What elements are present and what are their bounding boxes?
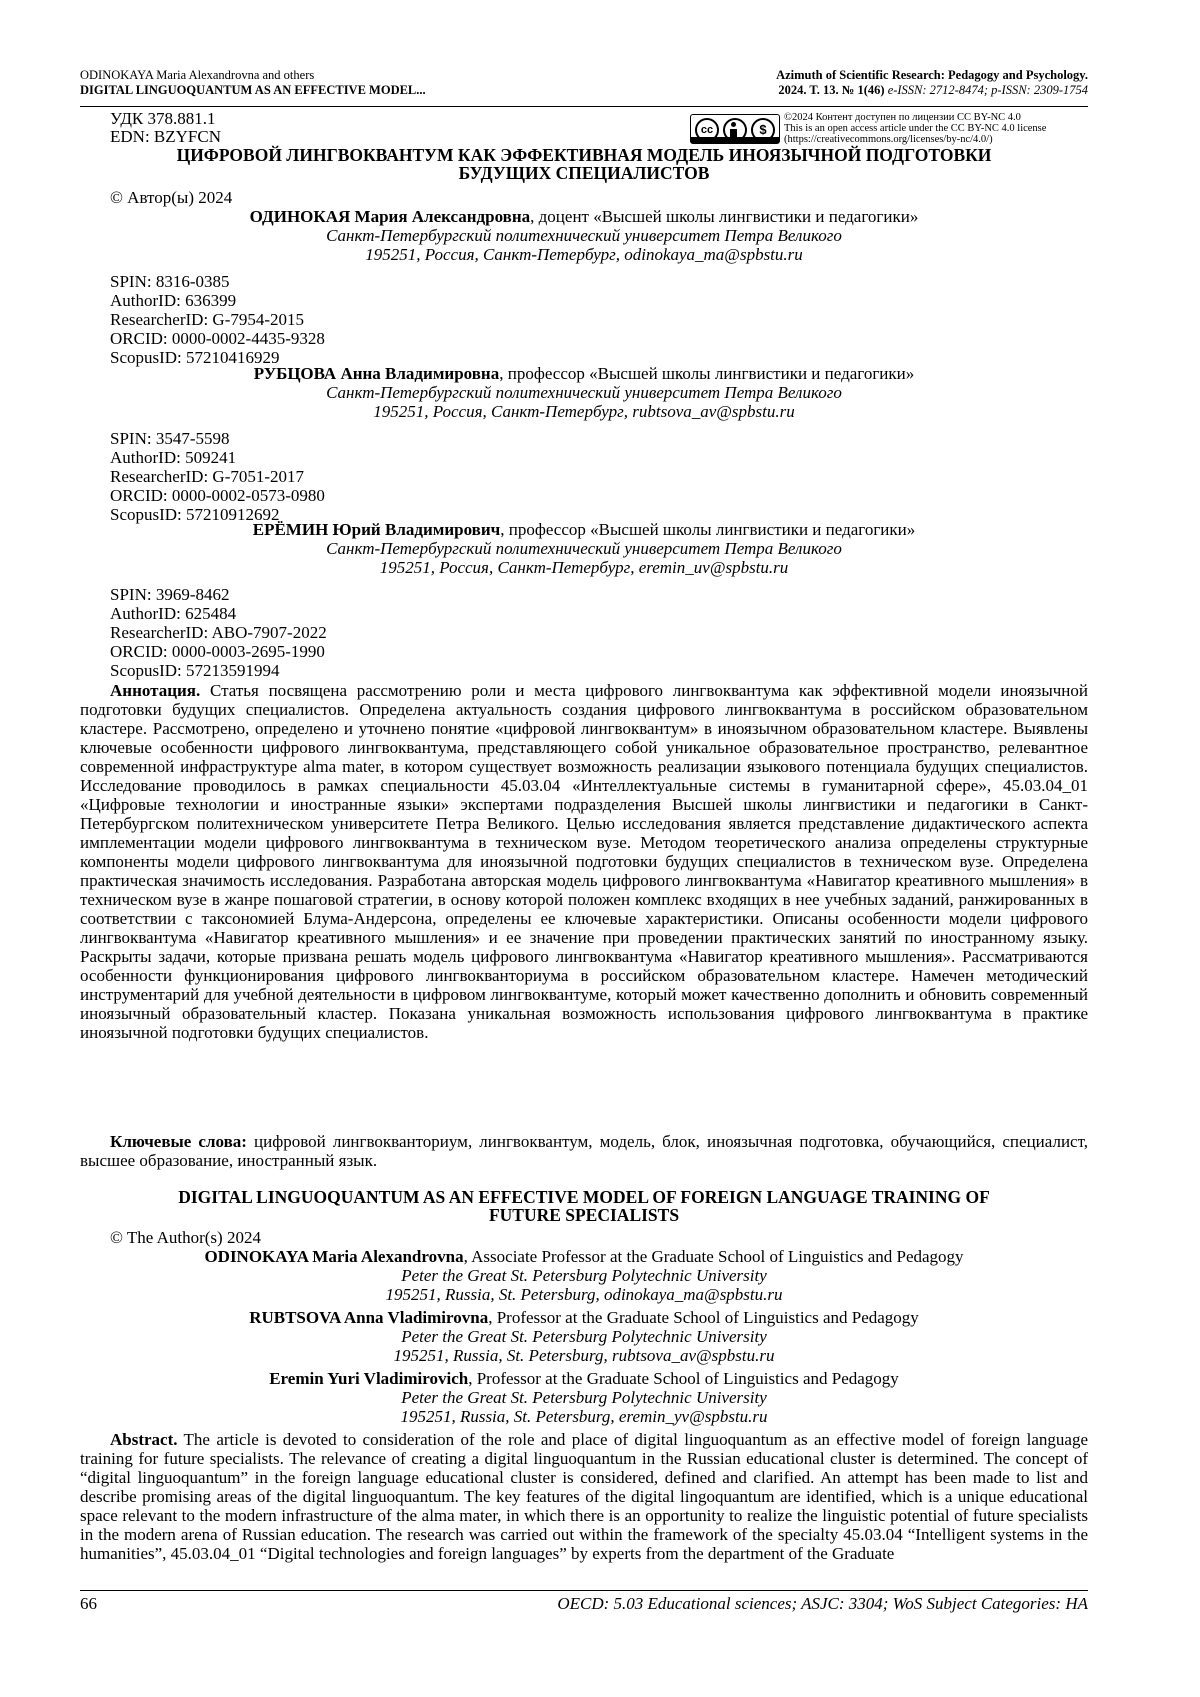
id-spin: SPIN: 3547-5598 bbox=[110, 429, 230, 448]
cc-icon: cc bbox=[695, 118, 719, 142]
title-ru-line2: БУДУЩИХ СПЕЦИАЛИСТОВ bbox=[458, 163, 710, 183]
id-authorid: AuthorID: 636399 bbox=[110, 291, 237, 310]
nc-icon: $ bbox=[751, 118, 775, 142]
author-ru-2-name: РУБЦОВА Анна Владимировна bbox=[253, 364, 500, 383]
id-orcid: ORCID: 0000-0002-0573-0980 bbox=[110, 486, 325, 505]
header-short-title: DIGITAL LINGUOQUANTUM AS AN EFFECTIVE MODEL... bbox=[80, 83, 426, 97]
author-en-1-position: , Associate Professor at the Graduate School of Linguistics and Pedagogy bbox=[463, 1247, 964, 1266]
abstract-en-text: The article is devoted to consideration of the role and place of digital linguoquantum as an effective model of foreign language training for future specialists. The relevance of creating a digital linguoquantum in the Russian educational cluster is determined. The concept of “digital linguoquantum” in the foreign language educational cluster is considered, defined and clarified. An attempt has been made to list and describe promising areas of the digital linguoquantum. The key features of the digital lingoquantum are identified, which is a unique educational space relevant to the modern infrastructure of the alma mater, in which there is an opportunity to realize the linguistic potential of future specialists in the modern arena of Russian education. The research was carried out within the framework of the specialty 45.03.04 “Intelligent systems in the humanities”, 45.03.04_01 “Digital technologies and foreign languages” by experts from the department of the Graduate bbox=[80, 1430, 1088, 1563]
title-ru bbox=[80, 146, 1088, 182]
author-ru-3-name: ЕРЁМИН Юрий Владимирович bbox=[252, 520, 501, 539]
author-ru-2-line bbox=[80, 364, 1088, 383]
header-journal: Azimuth of Scientific Research: Pedagogy and Psychology. bbox=[776, 68, 1088, 82]
author-en-1-line bbox=[80, 1247, 1088, 1266]
id-spin: SPIN: 8316-0385 bbox=[110, 272, 230, 291]
license-link[interactable]: (https://creativecommons.org/licenses/by-nc/4.0/) bbox=[784, 134, 993, 145]
abstract-ru-text: Статья посвящена рассмотрению роли и места цифрового лингвоквантума как эффективной модели иноязычной подготовки будущих специалистов. Определена актуальность создания цифрового лингвоквантума в российском образовательном кластере. Рассмотрено, определено и уточнено понятие «цифровой лингвоквантум» в иноязычном образовательном кластере. Выявлены ключевые особенности цифрового лингвоквантума, представляющего собой уникальное образовательное пространство, релевантное современной инфраструктуре alma mater, в котором существует возможность реализации языкового потенциала будущих специалистов. Исследование проводилось в рамках специальности 45.03.04 «Интеллектуальные системы в гуманитарной сфере», 45.03.04_01 «Цифровые технологии и иностранные языки» экспертами подразделения Высшей школы лингвистики и педагогики в Санкт-Петербургском политехническом университете Петра Великого. Целью исследования является представление дидактического аспекта имплементации модели цифрового лингвоквантума в техническом вузе. Методом теоретического анализа определены структурные компоненты модели цифрового лингвоквантума для иноязычной подготовки будущих специалистов в техническом вузе. Определена практическая значимость исследования. Разработана авторская модель цифрового лингвоквантума «Навигатор креативного мышления» в техническом вузе в жанре пошаговой стратегии, в основу которой положен комплекс входящих в нее учебных заданий, ранжированных в соответствии с таксономией Блума-Андерсона, определены ее ключевые характеристики. Описаны особенности модели цифрового лингвоквантума «Навигатор креативного мышления» и ее значение при проведении практических занятий по иностранному языку. Раскрыты задачи, которые призвана решать модель цифрового лингвоквантума «Навигатор креативного мышления». Рассматриваются особенности функционирования цифрового лингвокванториума в российском образовательном кластере. Намечен методический инструментарий для учебной деятельности в цифровом лингвоквантуме, который может качественно дополнить и обновить современный иноязычный образовательный кластер. Показана уникальная возможность использования цифрового лингвоквантума в практике иноязычной подготовки будущих специалистов. bbox=[80, 681, 1088, 1042]
header-issue-line bbox=[776, 83, 1088, 98]
id-researcherid: ResearcherID: G-7954-2015 bbox=[110, 310, 305, 329]
author-ru-2-address: 195251, Россия, Санкт-Петербург, rubtsova_av@spbstu.ru bbox=[373, 402, 795, 421]
header-issn: e-ISSN: 2712-8474; p-ISSN: 2309-1754 bbox=[884, 83, 1088, 97]
author-en-2 bbox=[80, 1308, 1088, 1365]
author-ru-3-address: 195251, Россия, Санкт-Петербург, eremin_uv@spbstu.ru bbox=[379, 558, 789, 577]
author-en-1-affiliation: Peter the Great St. Petersburg Polytechnic University bbox=[401, 1266, 767, 1285]
header-rule bbox=[80, 106, 1088, 107]
abstract-en bbox=[80, 1430, 1088, 1563]
author-ru-2-position: , профессор «Высшей школы лингвистики и педагогики» bbox=[499, 364, 915, 383]
title-en-line2: FUTURE SPECIALISTS bbox=[488, 1205, 680, 1225]
author-ru-1-name: ОДИНОКАЯ Мария Александровна bbox=[249, 207, 531, 226]
author-en-3-affiliation: Peter the Great St. Petersburg Polytechnic University bbox=[401, 1388, 767, 1407]
author-ru-3-affiliation: Санкт-Петербургский политехнический университет Петра Великого bbox=[326, 539, 842, 558]
id-researcherid: ResearcherID: G-7051-2017 bbox=[110, 467, 305, 486]
author-ru-3-line bbox=[80, 520, 1088, 539]
license-text bbox=[784, 112, 1046, 145]
license-block bbox=[690, 112, 1090, 146]
author-ru-1-affiliation: Санкт-Петербургский политехнический университет Петра Великого bbox=[326, 226, 842, 245]
abstract-ru bbox=[80, 681, 1088, 1042]
page-number: 66 bbox=[80, 1594, 97, 1613]
author-en-2-line bbox=[80, 1308, 1088, 1327]
author-en-1 bbox=[80, 1247, 1088, 1304]
id-researcherid: ResearcherID: ABO-7907-2022 bbox=[110, 623, 327, 642]
author-ru-1-ids bbox=[110, 272, 325, 367]
id-spin: SPIN: 3969-8462 bbox=[110, 585, 230, 604]
id-authorid: AuthorID: 625484 bbox=[110, 604, 237, 623]
abstract-en-label: Abstract. bbox=[110, 1430, 178, 1449]
author-ru-1 bbox=[80, 207, 1088, 264]
footer-rule bbox=[80, 1590, 1088, 1591]
keywords-ru-text: цифровой лингвокванториум, лингвоквантум, модель, блок, иноязычная подготовка, обучающийся, специалист, высшее образование, иностранный язык. bbox=[80, 1132, 1088, 1170]
author-ru-2-ids bbox=[110, 429, 325, 524]
author-ru-1-address: 195251, Россия, Санкт-Петербург, odinokaya_ma@spbstu.ru bbox=[365, 245, 803, 264]
license-line-en: This is an open access article under the CC BY-NC 4.0 license bbox=[784, 123, 1047, 134]
subject-classification: OECD: 5.03 Educational sciences; ASJC: 3304; WoS Subject Categories: HA bbox=[557, 1594, 1088, 1613]
abstract-ru-label: Аннотация. bbox=[110, 681, 201, 700]
author-en-3-name: Eremin Yuri Vladimirovich bbox=[269, 1369, 469, 1388]
author-ru-2 bbox=[80, 364, 1088, 421]
badge-bar bbox=[691, 137, 779, 143]
title-en bbox=[80, 1188, 1088, 1224]
keywords-ru-label: Ключевые слова: bbox=[110, 1132, 247, 1151]
running-header bbox=[80, 68, 1088, 108]
header-issue: 2024. T. 13. № 1(46) bbox=[778, 83, 885, 97]
author-ru-1-line bbox=[80, 207, 1088, 226]
author-en-2-position: , Professor at the Graduate School of Linguistics and Pedagogy bbox=[488, 1308, 919, 1327]
copyright-ru: © Автор(ы) 2024 bbox=[110, 188, 233, 207]
author-en-3-line bbox=[80, 1369, 1088, 1388]
author-en-1-name: ODINOKAYA Maria Alexandrovna bbox=[204, 1247, 464, 1266]
title-ru-line1: ЦИФРОВОЙ ЛИНГВОКВАНТУМ КАК ЭФФЕКТИВНАЯ МОДЕЛЬ ИНОЯЗЫЧНОЙ ПОДГОТОВКИ bbox=[176, 145, 992, 165]
id-orcid: ORCID: 0000-0003-2695-1990 bbox=[110, 642, 325, 661]
header-right bbox=[776, 68, 1088, 98]
author-ru-3-ids bbox=[110, 585, 327, 680]
copyright-en: © The Author(s) 2024 bbox=[110, 1228, 261, 1247]
article-ids bbox=[110, 110, 221, 146]
author-en-1-address: 195251, Russia, St. Petersburg, odinokaya_ma@spbstu.ru bbox=[385, 1285, 783, 1304]
id-orcid: ORCID: 0000-0002-4435-9328 bbox=[110, 329, 325, 348]
author-en-3-position: , Professor at the Graduate School of Linguistics and Pedagogy bbox=[468, 1369, 899, 1388]
id-authorid: AuthorID: 509241 bbox=[110, 448, 237, 467]
id-scopus: ScopusID: 57213591994 bbox=[110, 661, 280, 680]
title-en-line1: DIGITAL LINGUOQUANTUM AS AN EFFECTIVE MODEL OF FOREIGN LANGUAGE TRAINING OF bbox=[178, 1187, 990, 1207]
header-left bbox=[80, 68, 426, 98]
author-ru-3 bbox=[80, 520, 1088, 577]
author-en-2-name: RUBTSOVA Anna Vladimirovna bbox=[249, 1308, 489, 1327]
author-en-3-address: 195251, Russia, St. Petersburg, eremin_yv@spbstu.ru bbox=[400, 1407, 768, 1426]
author-ru-2-affiliation: Санкт-Петербургский политехнический университет Петра Великого bbox=[326, 383, 842, 402]
cc-by-nc-badge-icon bbox=[690, 114, 780, 144]
id-scopus: ScopusID: 57210416929 bbox=[110, 348, 280, 367]
udk-code: УДК 378.881.1 bbox=[110, 109, 216, 128]
author-en-3 bbox=[80, 1369, 1088, 1426]
author-ru-1-position: , доцент «Высшей школы лингвистики и педагогики» bbox=[530, 207, 919, 226]
edn-code: EDN: BZYFCN bbox=[110, 127, 221, 146]
id-scopus: ScopusID: 57210912692 bbox=[110, 505, 280, 524]
author-en-2-affiliation: Peter the Great St. Petersburg Polytechnic University bbox=[401, 1327, 767, 1346]
license-line-ru: ©2024 Контент доступен по лицензии CC BY-NC 4.0 bbox=[784, 112, 1021, 123]
author-en-2-address: 195251, Russia, St. Petersburg, rubtsova_av@spbstu.ru bbox=[393, 1346, 775, 1365]
keywords-ru bbox=[80, 1132, 1088, 1170]
author-ru-3-position: , профессор «Высшей школы лингвистики и педагогики» bbox=[500, 520, 916, 539]
header-authors: ODINOKAYA Maria Alexandrovna and others bbox=[80, 68, 315, 82]
